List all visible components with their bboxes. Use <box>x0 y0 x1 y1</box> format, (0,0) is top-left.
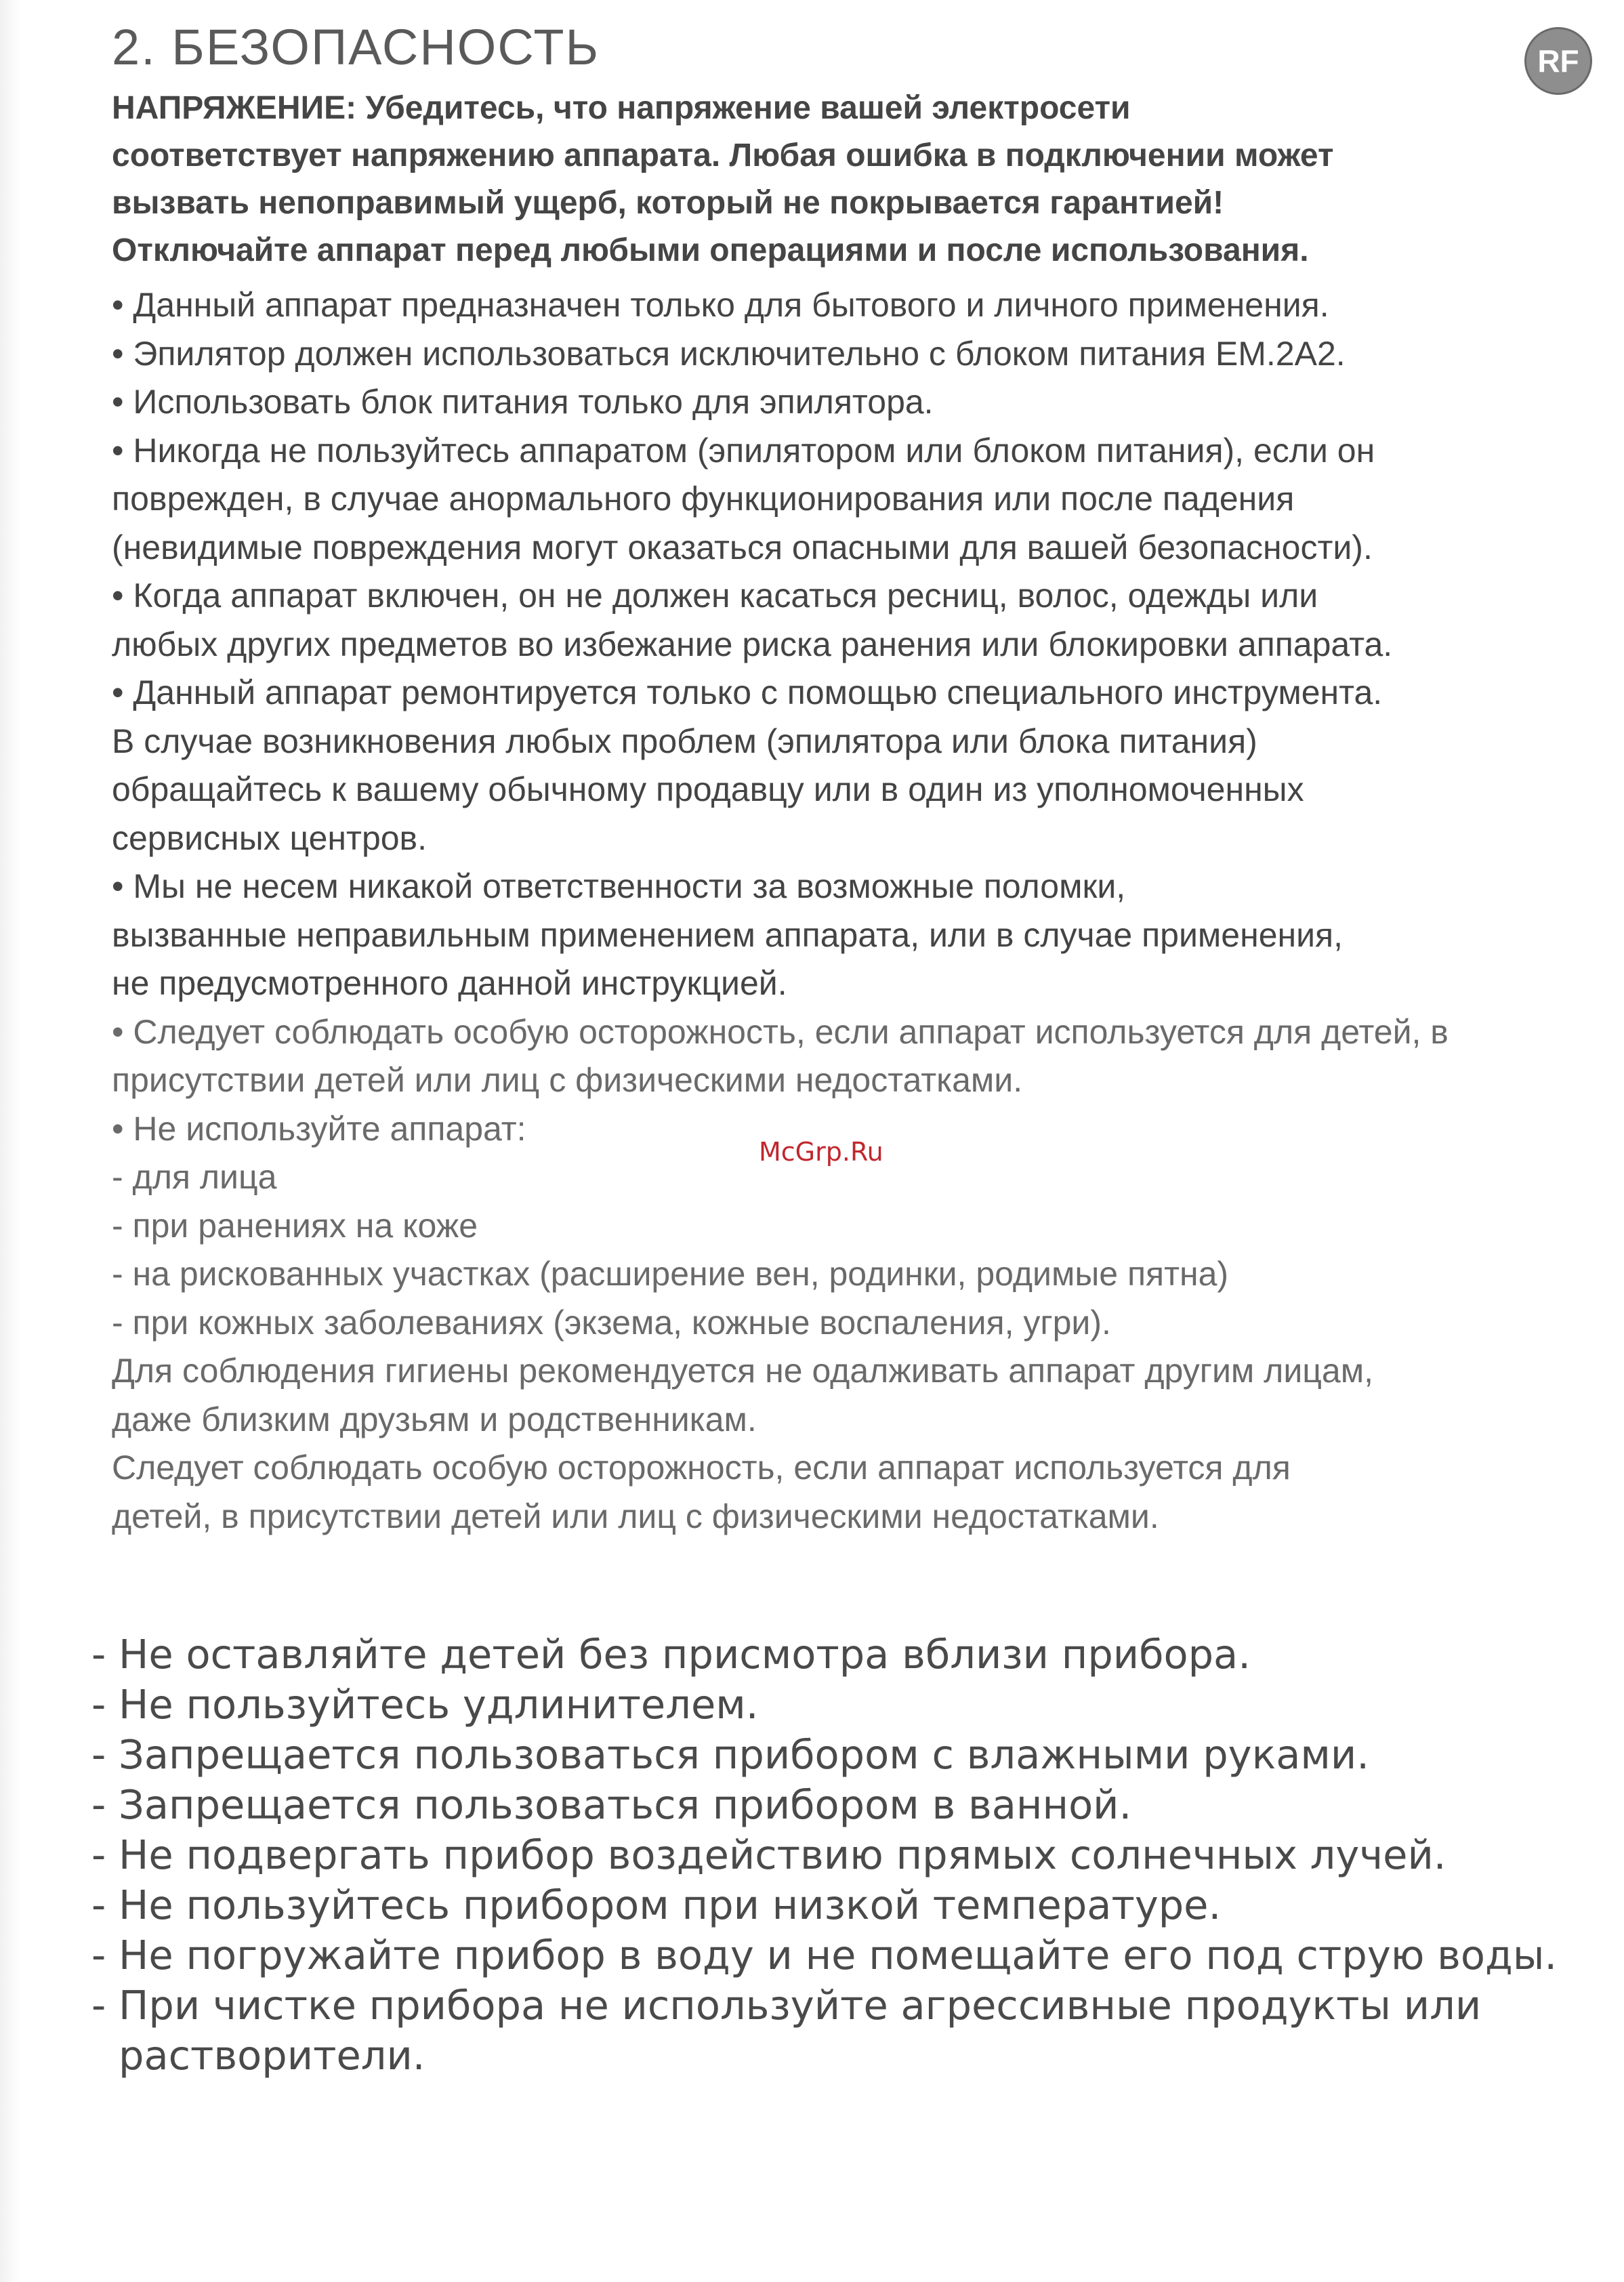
precautions-list <box>91 1630 1558 2081</box>
instruction-line: • Когда аппарат включен, он не должен касаться ресниц, волос, одежды или <box>112 577 1318 615</box>
instruction-line: присутствии детей или лиц с физическими недостатками. <box>112 1061 1023 1099</box>
instruction-line: • Использовать блок питания только для эпилятора. <box>112 383 934 421</box>
precaution-item: - Не погружайте прибор в воду и не помещайте его под струю воды. <box>91 1932 1558 1978</box>
instruction-line: поврежден, в случае анормального функционирования или после падения <box>112 480 1295 518</box>
instruction-line: • Эпилятор должен использоваться исключительно с блоком питания EM.2A2. <box>112 334 1346 373</box>
instruction-line: не предусмотренного данной инструкцией. <box>112 964 787 1002</box>
precaution-item: - Не подвергать прибор воздействию прямых солнечных лучей. <box>91 1831 1446 1878</box>
warning-line: соответствует напряжению аппарата. Любая ошибка в подключении может <box>112 138 1334 173</box>
instruction-line: • Данный аппарат ремонтируется только с помощью специального инструмента. <box>112 673 1383 711</box>
instruction-line: вызванные неправильным применением аппарата, или в случае применения, <box>112 915 1344 954</box>
instruction-line: (невидимые повреждения могут оказаться опасными для вашей безопасности). <box>112 528 1373 566</box>
instruction-line: - при кожных заболеваниях (экзема, кожные воспаления, угри). <box>112 1303 1111 1342</box>
precaution-item: - Не оставляйте детей без присмотра вблизи прибора. <box>91 1631 1251 1678</box>
scan-edge-shadow <box>0 0 20 2282</box>
instruction-line: • Мы не несем никакой ответственности за возможные поломки, <box>112 867 1126 905</box>
instruction-line: • Следует соблюдать особую осторожность, если аппарат используется для детей, в <box>112 1012 1449 1051</box>
instruction-line: даже близким друзьям и родственникам. <box>112 1400 757 1438</box>
precaution-item: - Не пользуйтесь прибором при низкой температуре. <box>91 1882 1222 1928</box>
precaution-item: - При чистке прибора не используйте агрессивные продукты или <box>91 1982 1482 2029</box>
instruction-line: Для соблюдения гигиены рекомендуется не одалживать аппарат другим лицам, <box>112 1352 1373 1390</box>
precaution-item-continuation: растворители. <box>119 2032 425 2079</box>
instruction-line: - на рискованных участках (расширение вен, родинки, родимые пятна) <box>112 1255 1229 1293</box>
warning-line: Отключайте аппарат перед любыми операциями и после использования. <box>112 232 1309 268</box>
instruction-line: - при ранениях на коже <box>112 1206 478 1245</box>
instruction-line: любых других предметов во избежание риска ранения или блокировки аппарата. <box>112 625 1393 663</box>
instruction-line: сервисных центров. <box>112 818 428 857</box>
safety-instructions <box>112 281 1535 1541</box>
instruction-line: Следует соблюдать особую осторожность, если аппарат используется для <box>112 1449 1291 1487</box>
warning-line: вызвать непоправимый ущерб, который не покрывается гарантией! <box>112 185 1224 221</box>
section-title: 2. БЕЗОПАСНОСТЬ <box>112 19 600 75</box>
language-badge: RF <box>1524 27 1592 95</box>
instruction-line: В случае возникновения любых проблем (эпилятора или блока питания) <box>112 722 1257 760</box>
precaution-item: - Запрещается пользоваться прибором в ванной. <box>91 1781 1132 1828</box>
warning-line: НАПРЯЖЕНИЕ: Убедитесь, что напряжение вашей электросети <box>112 90 1131 126</box>
instruction-line: • Никогда не пользуйтесь аппаратом (эпилятором или блоком питания), если он <box>112 431 1375 470</box>
instruction-line: • Не используйте аппарат: <box>112 1109 526 1148</box>
instruction-line: обращайтесь к вашему обычному продавцу или в один из уполномоченных <box>112 770 1304 808</box>
precaution-item: - Запрещается пользоваться прибором с влажными руками. <box>91 1731 1369 1778</box>
voltage-warning <box>112 85 1521 274</box>
precaution-item: - Не пользуйтесь удлинителем. <box>91 1681 759 1728</box>
instruction-line: - для лица <box>112 1158 277 1196</box>
instruction-line: • Данный аппарат предназначен только для бытового и личного применения. <box>112 286 1329 324</box>
instruction-line: детей, в присутствии детей или лиц с физическими недостатками. <box>112 1497 1159 1535</box>
watermark-link[interactable]: McGrp.Ru <box>759 1137 883 1167</box>
